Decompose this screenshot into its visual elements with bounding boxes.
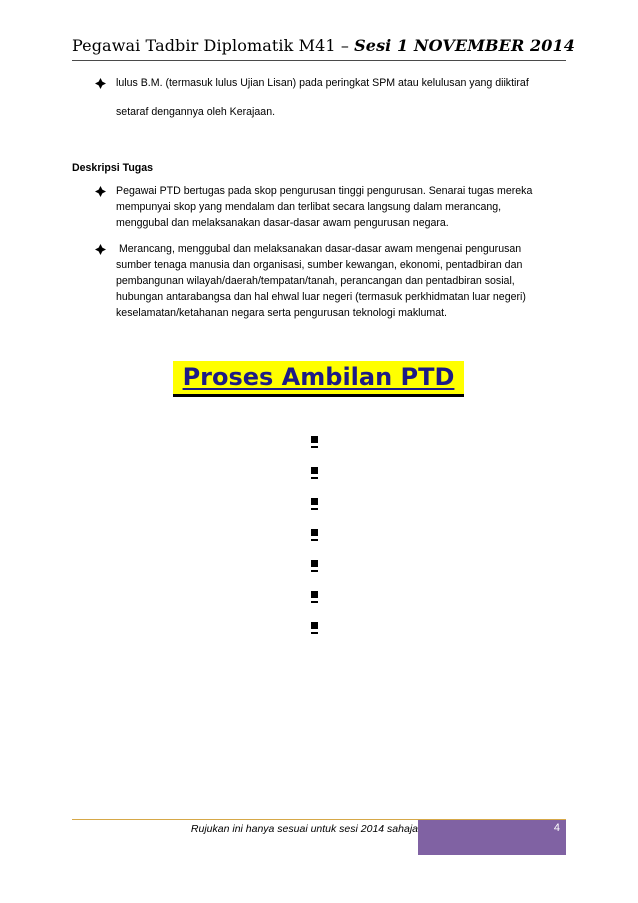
bullet-line: hubungan antarabangsa dan hal ehwal luar negeri (termasuk perkhidmatan luar negeri) [116, 291, 526, 303]
section-heading: Deskripsi Tugas [72, 162, 154, 174]
footer-note: Rujukan ini hanya sesuai untuk sesi 2014 sahaja [190, 823, 418, 835]
diamond-bullet-icon [95, 78, 106, 89]
bullet-line: menggubal dan melaksanakan dasar-dasar awam pengurusan negara. [116, 217, 449, 229]
header-rule [72, 60, 566, 61]
duty-bullet [96, 183, 546, 231]
square-bullet-icon [311, 498, 318, 505]
diamond-bullet-icon [95, 186, 106, 197]
duty-bullet [96, 241, 546, 321]
square-bullet-icon [311, 560, 318, 567]
bullet-line: Pegawai PTD bertugas pada skop pengurusan tinggi pengurusan. Senarai tugas mereka [116, 185, 533, 197]
bullet-line: setaraf dengannya oleh Kerajaan. [116, 106, 276, 118]
bullet-line: pembangunan wilayah/daerah/tempatan/tanah, perancangan dan pentadbiran sosial, [116, 275, 515, 287]
bullet-line: lulus B.M. (termasuk lulus Ujian Lisan) pada peringkat SPM atau kelulusan yang diiktiraf [116, 77, 529, 89]
header-title: Pegawai Tadbir Diplomatik M41 – [72, 36, 355, 55]
square-bullet-icon [311, 529, 318, 536]
bullet-line: Merancang, menggubal dan melaksanakan dasar-dasar awam mengenai pengurusan [116, 243, 522, 255]
qualification-bullet [96, 75, 546, 120]
header-session: Sesi 1 NOVEMBER 2014 [354, 36, 575, 55]
square-bullet-icon [311, 467, 318, 474]
bullet-line: mempunyai skop yang mendalam dan terlibat secara langsung dalam merancang, [116, 201, 502, 213]
diamond-bullet-icon [95, 244, 106, 255]
process-banner [173, 361, 464, 397]
bullet-line: sumber tenaga manusia dan organisasi, sumber kewangan, ekonomi, pentadbiran dan [116, 259, 523, 271]
banner-title: Proses Ambilan PTD [182, 363, 455, 391]
page-number-box [418, 820, 566, 855]
page-header [72, 36, 575, 55]
square-bullet-icon [311, 436, 318, 443]
square-bullet-icon [311, 591, 318, 598]
bullet-line: keselamatan/ketahanan negara serta pengurusan teknologi maklumat. [116, 307, 447, 319]
page-number: 4 [553, 822, 560, 834]
square-bullet-icon [311, 622, 318, 629]
